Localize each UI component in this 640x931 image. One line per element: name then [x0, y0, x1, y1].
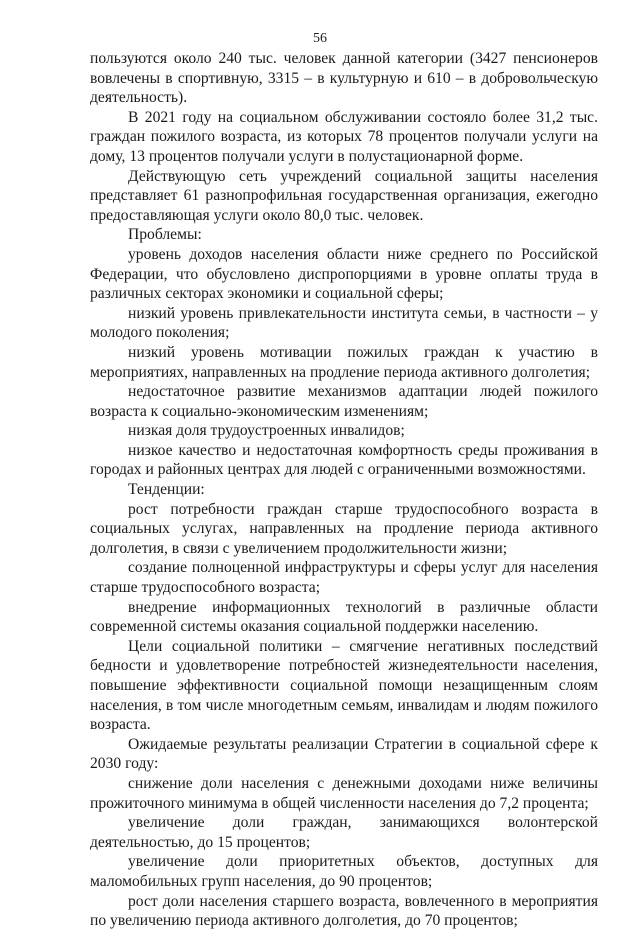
trends-heading: Тенденции: [128, 481, 205, 499]
trend-item: рост потребности граждан старше трудоспособного возраста в социальных услугах, направленных на продление периода активного долголетия, в связи с увеличением продолжительности жизни; [90, 500, 598, 557]
paragraph-expected-results: Ожидаемые результаты реализации Стратегии в социальной сфере к 2030 году: [90, 735, 598, 773]
trend-item: создание полноценной инфраструктуры и сферы услуг для населения старше трудоспособного возраста; [90, 559, 598, 597]
problem-item: низкое качество и недостаточная комфортность среды проживания в городах и районных центрах для людей с ограниченными возможностями. [90, 441, 598, 479]
problems-heading: Проблемы: [128, 226, 202, 244]
problem-item: недостаточное развитие механизмов адаптации людей пожилого возраста к социально-экономическим изменениям; [90, 383, 598, 420]
problem-item: низкий уровень привлекательности института семьи, в частности – у молодого поколения; [90, 304, 598, 342]
problem-item: низкий уровень мотивации пожилых граждан к участию в мероприятиях, направленных на продление периода активного долголетия; [90, 343, 598, 381]
problem-item: низкая доля трудоустроенных инвалидов; [128, 422, 405, 440]
paragraph-institution-network: Действующую сеть учреждений социальной защиты населения представляет 61 разнопрофильная государственная организация, ежегодно предоставляющая услуги около 80,0 тыс. человек. [90, 167, 598, 224]
paragraph-continuation: пользуются около 240 тыс. человек данной категории (3427 пенсионеров вовлечены в спортивную, 3315 – в культурную и 610 – в добровольческую деятельность). [90, 50, 598, 107]
trend-item: внедрение информационных технологий в различные области современной системы оказания социальной поддержки населению. [90, 598, 598, 636]
result-item: увеличение доли граждан, занимающихся волонтерской деятельностью, до 15 процентов; [90, 814, 598, 851]
result-item: увеличение доли приоритетных объектов, доступных для маломобильных групп населения, до 90 процентов; [90, 853, 598, 890]
document-body [90, 49, 598, 931]
page-number: 56 [313, 31, 327, 46]
result-item: снижение доли населения с денежными доходами ниже величины прожиточного минимума в общей численности населения до 7,2 процента; [90, 774, 598, 812]
paragraph-social-service: В 2021 году на социальном обслуживании состояло более 31,2 тыс. граждан пожилого возраста, из которых 78 процентов получали услуги на дому, 13 процентов получали услуги в полустационарной форме. [90, 108, 598, 165]
result-item: рост доли населения старшего возраста, вовлеченного в мероприятия по увеличению периода активного долголетия, до 70 процентов; [90, 892, 598, 930]
problem-item: уровень доходов населения области ниже среднего по Российской Федерации, что обусловлено диспропорциями в уровне оплаты труда в различных секторах экономики и социальной сферы; [90, 245, 598, 303]
paragraph-policy-goals: Цели социальной политики – смягчение негативных последствий бедности и удовлетворение потребностей жизнедеятельности населения, повышение эффективности социальной помощи незащищенным слоям населения, в том числе многодетным семьям, инвалидам и людям пожилого возраста. [90, 637, 598, 734]
